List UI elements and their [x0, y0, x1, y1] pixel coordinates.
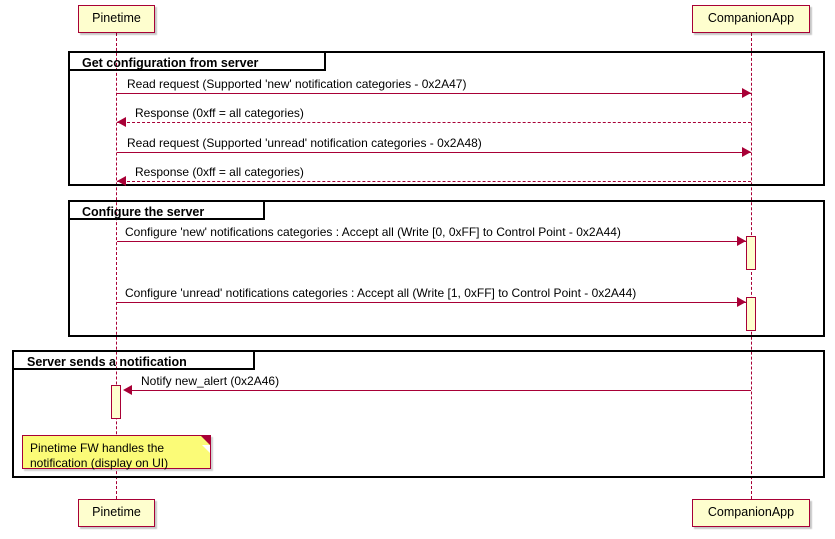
- activation-companionapp-configure-unread: [746, 297, 756, 331]
- msg-notify-new-alert-line: [132, 390, 751, 391]
- msg-response-new-categories-line: [117, 122, 751, 123]
- msg-read-new-categories-arrowhead: [742, 88, 751, 98]
- msg-response-unread-categories-line: [117, 181, 751, 182]
- msg-read-unread-categories-line: [117, 152, 751, 153]
- msg-notify-new-alert-arrowhead: [123, 385, 132, 395]
- participant-label: Pinetime: [92, 505, 141, 519]
- note-fold-icon: [201, 436, 210, 445]
- participant-companionapp-top[interactable]: [692, 5, 810, 33]
- participant-pinetime-top[interactable]: [78, 5, 155, 33]
- msg-response-unread-categories-label: Response (0xff = all categories): [135, 165, 304, 179]
- msg-response-unread-categories-arrowhead: [117, 176, 126, 186]
- participant-companionapp-bottom[interactable]: [692, 499, 810, 527]
- note-line-2: notification (display on UI): [30, 456, 169, 470]
- msg-configure-new-arrowhead: [737, 236, 746, 246]
- msg-configure-new-line: [117, 241, 746, 242]
- msg-configure-unread-line: [117, 302, 746, 303]
- group-server-sends-notification-label: Server sends a notification: [27, 355, 187, 369]
- participant-pinetime-bottom[interactable]: [78, 499, 155, 527]
- activation-companionapp-configure-new: [746, 236, 756, 270]
- participant-label: CompanionApp: [707, 505, 795, 519]
- participant-label: Pinetime: [92, 11, 141, 25]
- group-get-configuration-label: Get configuration from server: [82, 56, 259, 70]
- msg-response-new-categories-label: Response (0xff = all categories): [135, 106, 304, 120]
- msg-read-unread-categories-label: Read request (Supported 'unread' notification categories - 0x2A48): [127, 136, 482, 150]
- participant-label: CompanionApp: [707, 11, 795, 25]
- note-line-1: Pinetime FW handles the: [30, 441, 165, 455]
- msg-configure-unread-label: Configure 'unread' notifications categories : Accept all (Write [1, 0xFF] to Control Point - 0x2A44): [125, 286, 637, 300]
- msg-read-new-categories-label: Read request (Supported 'new' notification categories - 0x2A47): [127, 77, 467, 91]
- msg-read-new-categories-line: [117, 93, 751, 94]
- msg-configure-unread-arrowhead: [737, 297, 746, 307]
- msg-configure-new-label: Configure 'new' notifications categories : Accept all (Write [0, 0xFF] to Control Point - 0x2A44): [125, 225, 621, 239]
- group-configure-server-frame: [68, 200, 825, 337]
- msg-response-new-categories-arrowhead: [117, 117, 126, 127]
- msg-notify-new-alert-label: Notify new_alert (0x2A46): [141, 374, 280, 388]
- group-configure-server-label: Configure the server: [82, 205, 205, 219]
- activation-pinetime-notification: [111, 385, 121, 419]
- msg-read-unread-categories-arrowhead: [742, 147, 751, 157]
- note-pinetime-fw: [22, 435, 211, 469]
